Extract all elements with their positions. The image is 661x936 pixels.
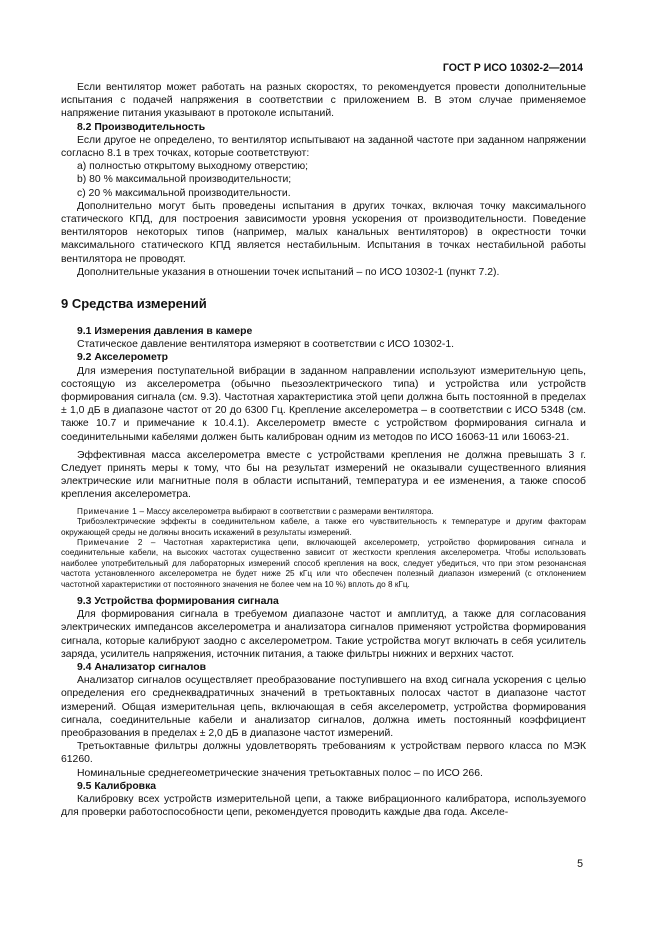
section-heading-9-4: 9.4 Анализатор сигналов: [77, 661, 206, 673]
section-heading-9-1: 9.1 Измерения давления в камере: [77, 326, 253, 338]
doc-code-header: ГОСТ Р ИСО 10302-2—2014: [442, 62, 583, 74]
page-body: [61, 81, 586, 819]
paragraph: Третьоктавные фильтры должны удовлетворять требованиям к устройствам первого класса по МЭК 61260.: [61, 741, 586, 766]
note-2-label: Примечание 2: [77, 537, 143, 547]
paragraph: Номинальные среднегеометрические значения третьоктавных полос – по ИСО 266.: [77, 767, 483, 779]
paragraph: Дополнительные указания в отношении точек испытаний – по ИСО 10302-1 (пункт 7.2).: [77, 266, 500, 278]
note-2: [61, 538, 586, 590]
list-item-c: c) 20 % максимальной производительности.: [77, 187, 291, 199]
paragraph: Калибровку всех устройств измерительной цепи, а также вибрационного калибратора, используемого для проверки работоспособности цепи, рекомендуется проводить каждые два года. Аксeле-: [61, 793, 586, 819]
paragraph: Статическое давление вентилятора измеряют в соответствии с ИСО 10302-1.: [77, 339, 455, 351]
section-heading-8-2: 8.2 Производительность: [77, 121, 206, 133]
note-1-label: Примечание 1: [77, 506, 138, 516]
section-heading-9-3: 9.3 Устройства формирования сигнала: [77, 595, 279, 607]
paragraph: Эффективная масса акселерометра вместе с устройствами крепления не должна превышать 3 г. Следует принять меры к тому, что бы на результат измерений не оказывали существенного влияния электрические или магнитные поля в области испытаний, температура и ее изменения, а также способ крепления акселерометра.: [61, 449, 586, 501]
note-1: [61, 507, 586, 517]
list-item-a: a) полностью открытому выходному отверстию;: [77, 161, 309, 173]
page-number: 5: [577, 858, 583, 870]
section-heading-9: 9 Средства измерений: [61, 296, 207, 312]
section-heading-9-5: 9.5 Калибровка: [77, 780, 157, 792]
paragraph: Если вентилятор может работать на разных скоростях, то рекомендуется провести дополнительные испытания с подачей напряжения в соответствии с приложением В. В этом случае применяемое напряжение питания указывают в протоколе испытаний.: [61, 82, 586, 120]
note-1-continuation: Трибоэлектрические эффекты в соединительном кабеле, а также его чувствительность к температуре и другим факторам окружающей среды не должны вносить искажений в результаты измерений.: [61, 517, 586, 537]
note-2-text: – Частотная характеристика цепи, включающей акселерометр, устройство формирования сигнала и соединительные кабели, на высоких частотах существенно зависит от жесткости крепления акселерометра. Чтобы использовать наиболее употребительный для лабораторных измерений способ крепления на воск, следует убедиться, что при этом резонансная частота установленного акселерометра не будет ниже 25 кГц или что обеспечен полезный диапазон измерений (с отклонением частотной характеристики от постоянного значения не более чем на 10 %) вплоть до 8 кГц.: [61, 537, 586, 589]
paragraph: Для формирования сигнала в требуемом диапазоне частот и амплитуд, а также для согласования электрических импедансов акселерометра и анализатора сигналов применяют устройства формирования сигнала, которые калибруют заодно с акселерометром. Такие устройства могут включать в себя усилитель заряда, усилитель напряжения, источник питания, а также фильтры нижних и верхних частот.: [61, 609, 586, 660]
paragraph: Для измерения поступательной вибрации в заданном направлении используют измерительную цепь, состоящую из акселерометра (обычно пьезоэлектрического типа) и устройства или устройств формирования сигнала (см. 9.3). Частотная характеристика этой цепи должна быть постоянной в пределах ± 1,0 дБ в диапазоне частот от 20 до 6300 Гц. Крепление акселерометра – в соответствии с ИСО 5348 (см. также 10.7 и примечание к 10.4.1). Акселерометр вместе с устройством формирования сигнала и соединительными кабелями должен быть калиброван одним из методов по ИСО 16063-11 или 16063-21.: [61, 365, 586, 443]
paragraph: Дополнительно могут быть проведены испытания в других точках, включая точку максимального статического КПД, для построения зависимости уровня ускорения от производительности. Поведение вентиляторов некоторых типов (например, малых канальных вентиляторов) в окрестности точки максимального статического КПД является нестабильным. Испытания в точках нестабильной работы вентилятора не проводят.: [61, 200, 586, 265]
note-1-text: – Массу акселерометра выбирают в соответствии с размерами вентилятора.: [137, 506, 434, 516]
paragraph: Если другое не определено, то вентилятор испытывают на заданной частоте при заданном напряжении согласно 8.1 в трех точках, которые соответствуют:: [61, 134, 586, 160]
section-heading-9-2: 9.2 Акселерометр: [77, 352, 169, 364]
paragraph: Анализатор сигналов осуществляет преобразование поступившего на вход сигнала ускорения с целью определения его среднеквадратичных значений в третьоктавных полосах частот в диапазоне частот измерений. Общая измерительная цепь, включающая в себя акселерометр, устройства формирования сигнала, соединительные кабели и анализатор сигналов, должна иметь постоянный коэффициент преобразования в пределах ± 2,0 дБ в диапазоне частот измерений.: [61, 675, 586, 739]
list-item-b: b) 80 % максимальной производительности;: [77, 174, 292, 186]
